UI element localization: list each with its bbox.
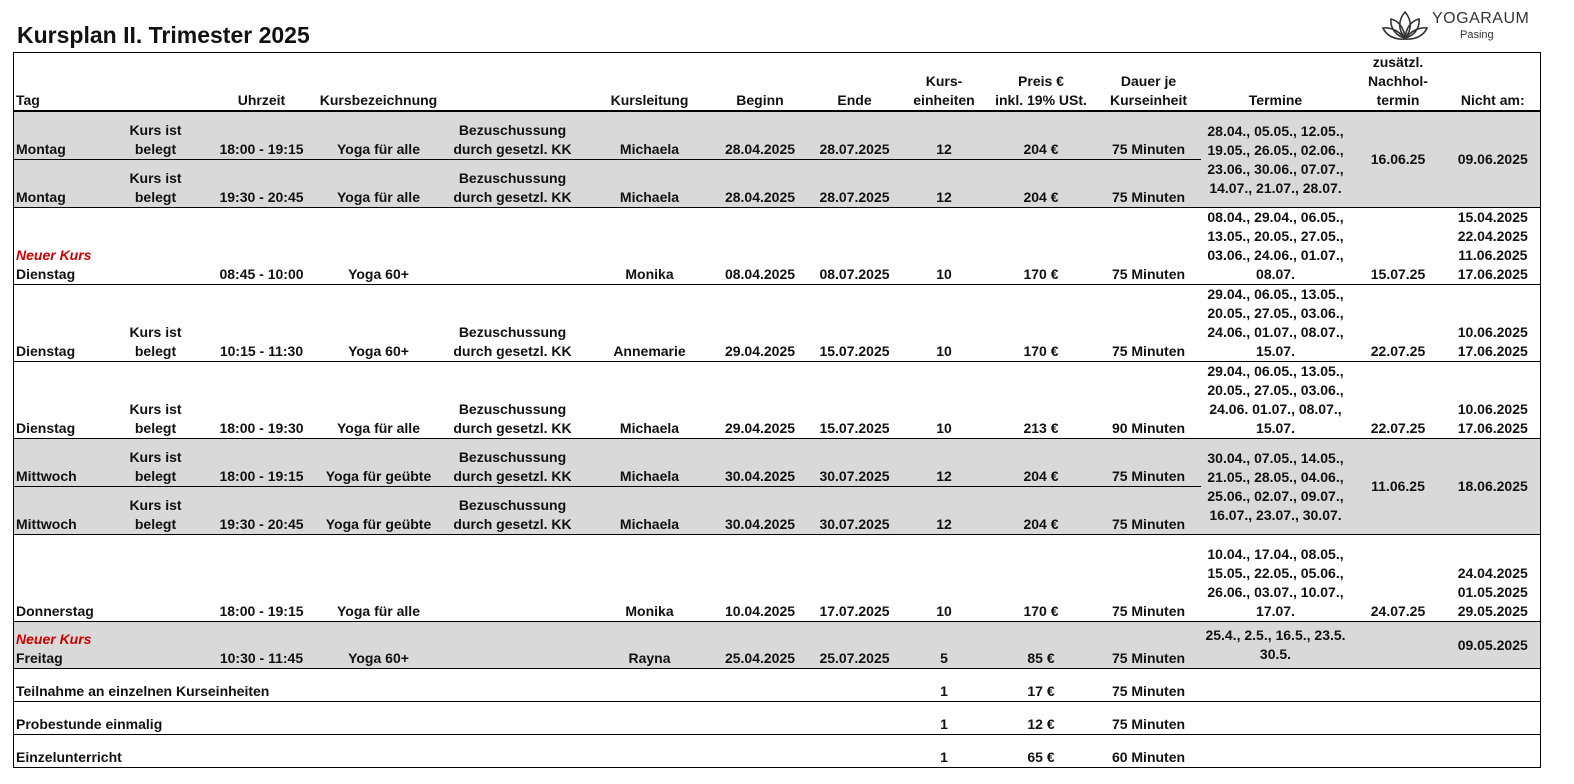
cell-leitung: Michaela — [619, 468, 680, 484]
table-row — [14, 535, 1541, 622]
cell-preis: 213 € — [1023, 420, 1059, 436]
cell-status: Kurs ist belegt — [129, 497, 182, 532]
cell-beginn: 25.04.2025 — [724, 650, 796, 666]
cell-nachhol: 24.07.25 — [1370, 603, 1426, 619]
cell-kurs: Yoga für alle — [337, 603, 420, 619]
cell-dauer: 75 Minuten — [1111, 683, 1186, 699]
table-row — [14, 669, 1541, 702]
cell-kurs: Yoga für alle — [337, 189, 420, 205]
col-einheiten: Kurs- einheiten — [913, 73, 975, 108]
table-row — [14, 622, 1541, 669]
cell-preis: 204 € — [1023, 189, 1059, 205]
cell-beginn: 29.04.2025 — [724, 343, 796, 359]
logo-place: Pasing — [1460, 29, 1494, 41]
cell-nicht: 24.04.2025 01.05.2025 29.05.2025 — [1457, 565, 1528, 619]
cell-zuschuss: Bezuschussung durch gesetzl. KK — [453, 497, 572, 532]
cell-ende: 30.07.2025 — [819, 468, 890, 484]
cell-dauer: 75 Minuten — [1111, 716, 1186, 732]
cell-termine: 25.4., 2.5., 16.5., 23.5. 30.5. — [1205, 627, 1346, 662]
cell-preis: 170 € — [1023, 603, 1059, 619]
cell-zuschuss: Bezuschussung durch gesetzl. KK — [453, 401, 572, 436]
cell-nachhol: 22.07.25 — [1370, 420, 1426, 436]
cell-einheiten: 10 — [936, 343, 952, 359]
cell-beginn: 28.04.2025 — [724, 141, 796, 157]
cell-dauer: 75 Minuten — [1111, 343, 1186, 359]
logo — [1380, 8, 1530, 48]
table-row — [14, 439, 1541, 487]
cell-nachhol: 11.06.25 — [1371, 478, 1425, 494]
cell-uhrzeit: 10:30 - 11:45 — [219, 650, 304, 666]
cell-label: Teilnahme an einzelnen Kurseinheiten — [16, 683, 270, 699]
cell-preis: 204 € — [1023, 468, 1059, 484]
cell-status: Kurs ist belegt — [129, 122, 182, 157]
col-leitung: Kursleitung — [610, 92, 689, 108]
cell-dauer: 75 Minuten — [1111, 650, 1186, 666]
new-course-badge: Neuer Kurs — [16, 247, 92, 263]
cell-kurs: Yoga 60+ — [348, 343, 409, 359]
cell-einheiten: 10 — [936, 266, 952, 282]
cell-nicht: 09.06.2025 — [1457, 151, 1528, 167]
cell-einheiten: 12 — [936, 189, 952, 205]
col-dauer: Dauer je Kurseinheit — [1109, 73, 1187, 108]
cell-label: Probestunde einmalig — [16, 716, 163, 732]
cell-dauer: 75 Minuten — [1111, 189, 1186, 205]
table-header — [14, 53, 1541, 112]
col-termine: Termine — [1248, 92, 1303, 108]
cell-uhrzeit: 19:30 - 20:45 — [219, 516, 304, 532]
col-preis: Preis € inkl. 19% USt. — [995, 73, 1087, 108]
cell-ende: 28.07.2025 — [819, 141, 890, 157]
cell-preis: 12 € — [1027, 716, 1055, 732]
col-uhrzeit: Uhrzeit — [237, 92, 286, 108]
cell-dauer: 75 Minuten — [1111, 141, 1186, 157]
cell-leitung: Michaela — [619, 516, 680, 532]
cell-einheiten: 1 — [940, 716, 948, 732]
cell-ende: 08.07.2025 — [819, 266, 890, 282]
cell-termine: 29.04., 06.05., 13.05., 20.05., 27.05., 03.06., 24.06., 01.07., 08.07., 15.07. — [1207, 286, 1344, 359]
cell-preis: 17 € — [1027, 683, 1055, 699]
cell-zuschuss: Bezuschussung durch gesetzl. KK — [453, 122, 572, 157]
cell-dauer: 60 Minuten — [1111, 749, 1186, 765]
cell-leitung: Michaela — [619, 189, 680, 205]
cell-kurs: Yoga für alle — [337, 141, 420, 157]
cell-tag: Neuer Kurs Freitag — [14, 622, 106, 669]
cell-dauer: 75 Minuten — [1111, 603, 1186, 619]
cell-preis: 204 € — [1023, 516, 1059, 532]
cell-preis: 204 € — [1023, 141, 1059, 157]
cell-uhrzeit: 18:00 - 19:30 — [219, 420, 304, 436]
cell-einheiten: 1 — [940, 683, 948, 699]
cell-leitung: Michaela — [619, 141, 680, 157]
cell-leitung: Rayna — [628, 650, 671, 666]
cell-leitung: Monika — [625, 266, 674, 282]
cell-termine: 10.04., 17.04., 08.05., 15.05., 22.05., 05.06., 26.06., 03.07., 10.07., 17.07. — [1207, 546, 1344, 619]
col-tag: Tag — [16, 92, 40, 108]
cell-nachhol: 16.06.25 — [1370, 151, 1426, 167]
cell-status: Kurs ist belegt — [129, 401, 182, 436]
cell-uhrzeit: 18:00 - 19:15 — [219, 141, 304, 157]
new-course-badge: Neuer Kurs — [16, 631, 92, 647]
cell-nachhol: 22.07.25 — [1370, 343, 1426, 359]
cell-ende: 17.07.2025 — [819, 603, 890, 619]
cell-uhrzeit: 18:00 - 19:15 — [219, 603, 304, 619]
table-row — [14, 111, 1541, 160]
cell-einheiten: 12 — [936, 516, 952, 532]
cell-kurs: Yoga für geübte — [325, 468, 432, 484]
cell-kurs: Yoga für alle — [337, 420, 420, 436]
cell-ende: 15.07.2025 — [819, 420, 890, 436]
cell-preis: 170 € — [1023, 266, 1059, 282]
cell-einheiten: 1 — [940, 749, 948, 765]
cell-preis: 65 € — [1027, 749, 1055, 765]
cell-leitung: Annemarie — [613, 343, 686, 359]
cell-ende: 25.07.2025 — [819, 650, 890, 666]
cell-status: Kurs ist belegt — [129, 449, 182, 484]
cell-tag: Donnerstag — [16, 603, 94, 619]
cell-einheiten: 12 — [936, 468, 952, 484]
cell-uhrzeit: 10:15 - 11:30 — [219, 343, 304, 359]
logo-brand: YOGARAUM — [1432, 10, 1530, 27]
col-nicht: Nicht am: — [1460, 92, 1525, 108]
cell-beginn: 30.04.2025 — [724, 468, 796, 484]
cell-tag: Dienstag — [16, 343, 76, 359]
col-kurs: Kursbezeichnung — [319, 92, 438, 108]
cell-termine: 30.04., 07.05., 14.05., 21.05., 28.05., 04.06., 25.06., 02.07., 09.07., 16.07., 23.07., 30.07. — [1207, 449, 1344, 523]
page-title: Kursplan II. Trimester 2025 — [17, 22, 310, 48]
cell-zuschuss: Bezuschussung durch gesetzl. KK — [453, 449, 572, 484]
cell-dauer: 75 Minuten — [1111, 266, 1186, 282]
cell-nicht: 10.06.2025 17.06.2025 — [1457, 401, 1528, 436]
cell-einheiten: 10 — [936, 420, 952, 436]
cell-ende: 28.07.2025 — [819, 189, 890, 205]
cell-beginn: 10.04.2025 — [724, 603, 796, 619]
cell-einheiten: 10 — [936, 603, 952, 619]
cell-nicht: 10.06.2025 17.06.2025 — [1457, 324, 1528, 359]
cell-einheiten: 5 — [940, 650, 948, 666]
cell-uhrzeit: 18:00 - 19:15 — [219, 468, 304, 484]
lotus-icon — [1380, 8, 1430, 46]
table-row — [14, 362, 1541, 439]
cell-termine: 28.04., 05.05., 12.05., 19.05., 26.05., 02.06., 23.06., 30.06., 07.07., 14.07., 21.07., 28.07. — [1207, 122, 1344, 196]
cell-nicht: 09.05.2025 — [1457, 636, 1528, 653]
cell-ende: 15.07.2025 — [819, 343, 890, 359]
cell-tag: Montag — [16, 189, 66, 205]
cell-status: Kurs ist belegt — [129, 324, 182, 359]
cell-tag: Dienstag — [16, 420, 76, 436]
cell-termine: 08.04., 29.04., 06.05., 13.05., 20.05., 27.05., 03.06., 24.06., 01.07., 08.07. — [1207, 209, 1344, 282]
cell-nicht: 15.04.2025 22.04.2025 11.06.2025 17.06.2025 — [1457, 209, 1528, 282]
cell-tag: Mittwoch — [16, 516, 77, 532]
cell-beginn: 30.04.2025 — [724, 516, 796, 532]
cell-tag: Neuer Kurs Dienstag — [14, 208, 106, 285]
cell-preis: 170 € — [1023, 343, 1059, 359]
cell-ende: 30.07.2025 — [819, 516, 890, 532]
table-row — [14, 208, 1541, 285]
cell-leitung: Monika — [625, 603, 674, 619]
cell-beginn: 08.04.2025 — [724, 266, 796, 282]
course-table — [13, 52, 1541, 768]
cell-uhrzeit: 19:30 - 20:45 — [219, 189, 304, 205]
cell-leitung: Michaela — [619, 420, 680, 436]
cell-kurs: Yoga 60+ — [348, 650, 409, 666]
cell-dauer: 75 Minuten — [1111, 468, 1186, 484]
cell-dauer: 90 Minuten — [1111, 420, 1186, 436]
col-ende: Ende — [837, 92, 872, 108]
cell-kurs: Yoga für geübte — [325, 516, 432, 532]
cell-zuschuss: Bezuschussung durch gesetzl. KK — [453, 170, 572, 205]
col-nachhol: zusätzl. Nachhol- termin — [1368, 54, 1428, 108]
table-row — [14, 735, 1541, 768]
cell-status: Kurs ist belegt — [129, 170, 182, 205]
cell-dauer: 75 Minuten — [1111, 516, 1186, 532]
cell-preis: 85 € — [1027, 650, 1055, 666]
cell-tag: Mittwoch — [16, 468, 77, 484]
cell-nachhol: 15.07.25 — [1370, 266, 1426, 282]
table-row — [14, 702, 1541, 735]
cell-einheiten: 12 — [936, 141, 952, 157]
cell-nicht: 18.06.2025 — [1457, 478, 1528, 494]
cell-beginn: 28.04.2025 — [724, 189, 796, 205]
cell-uhrzeit: 08:45 - 10:00 — [219, 266, 304, 282]
cell-kurs: Yoga 60+ — [348, 266, 409, 282]
cell-tag: Montag — [16, 141, 66, 157]
col-beginn: Beginn — [736, 92, 784, 108]
cell-beginn: 29.04.2025 — [724, 420, 796, 436]
table-row — [14, 285, 1541, 362]
cell-label: Einzelunterricht — [16, 749, 122, 765]
cell-zuschuss: Bezuschussung durch gesetzl. KK — [453, 324, 572, 359]
cell-termine: 29.04., 06.05., 13.05., 20.05., 27.05., 03.06., 24.06. 01.07., 08.07., 15.07. — [1207, 363, 1344, 436]
